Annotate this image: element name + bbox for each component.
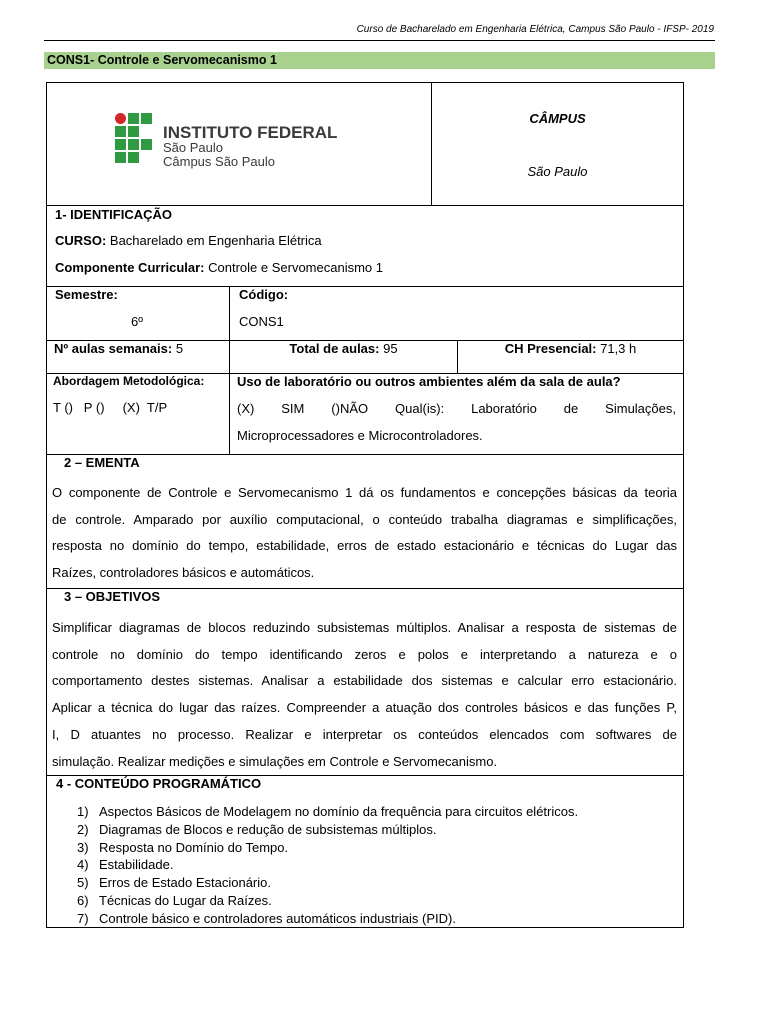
logo-cell	[47, 83, 432, 205]
conteudo-heading: 4 - CONTEÚDO PROGRAMÁTICO	[56, 776, 262, 791]
list-item-text: Estabilidade.	[99, 857, 174, 873]
logo-line1: São Paulo	[163, 140, 223, 155]
ementa-line: Raízes, controladores básicos e automáticos.	[52, 565, 315, 581]
list-item-number: 5)	[77, 875, 89, 891]
list-item-number: 1)	[77, 804, 89, 819]
laboratorio-cell	[229, 374, 683, 454]
logo-title: INSTITUTO FEDERAL	[163, 123, 338, 142]
conteudo-section	[46, 776, 684, 928]
ementa-text	[52, 480, 677, 587]
ementa-section	[46, 455, 684, 589]
list-item-number: 2)	[77, 821, 89, 837]
campus-cell	[431, 83, 683, 205]
ch-presencial-label: CH Presencial:	[504, 341, 597, 356]
ementa-line: de controle. Amparado por auxílio computacional, o conteúdo trabalha diagramas e simplificações,	[52, 511, 677, 527]
logo-square	[128, 126, 139, 137]
componente-label: Componente Curricular:	[55, 260, 205, 275]
laboratorio-label: Uso de laboratório ou outros ambientes além da sala de aula?	[237, 374, 621, 389]
logo-line2: Câmpus São Paulo	[163, 154, 276, 169]
aulas-row	[46, 341, 684, 374]
conteudo-list	[47, 803, 683, 928]
identificacao-heading: 1- IDENTIFICAÇÃO	[55, 207, 172, 222]
abordagem-value: T () P () (X) T/P	[53, 400, 168, 415]
logo-square	[115, 139, 126, 150]
laboratorio-line1: (X) SIM ()NÃO Qual(is): Laboratório de Simulações,	[237, 401, 676, 416]
aulas-semanais	[54, 341, 183, 356]
list-item	[47, 892, 683, 910]
semestre-codigo-row	[46, 287, 684, 341]
semestre-label: Semestre:	[55, 287, 118, 302]
ch-presencial-value: 71,3 h	[596, 341, 637, 356]
laboratorio-line2: Microprocessadores e Microcontroladores.	[237, 428, 483, 443]
curso-line	[55, 233, 322, 248]
semestre-value: 6º	[131, 314, 143, 329]
list-item-text: Erros de Estado Estacionário.	[99, 875, 271, 891]
logo-square	[128, 139, 139, 150]
aulas-semanais-value: 5	[172, 341, 184, 356]
list-item	[47, 839, 683, 857]
page-header: Curso de Bacharelado em Engenharia Elétrica, Campus São Paulo - IFSP- 2019	[356, 24, 714, 35]
logo-square	[128, 152, 139, 163]
logo-square	[128, 113, 139, 124]
list-item-text: Controle básico e controladores automáticos industriais (PID).	[99, 910, 456, 926]
ch-presencial	[458, 341, 683, 356]
objetivos-line: Aplicar a técnica do lugar das raízes. Compreender a atuação dos controles básicos e das funções P,	[52, 700, 677, 716]
total-aulas-value: 95	[379, 341, 398, 356]
curso-value: Bacharelado em Engenharia Elétrica	[106, 233, 322, 248]
course-band: CONS1- Controle e Servomecanismo 1	[44, 52, 715, 69]
codigo-value: CONS1	[239, 314, 284, 329]
total-aulas	[230, 341, 457, 356]
list-item-number: 4)	[77, 857, 89, 873]
objetivos-text	[52, 615, 677, 775]
objetivos-heading: 3 – OBJETIVOS	[64, 589, 161, 604]
semestre-cell	[47, 287, 230, 340]
list-item-text: Resposta no Domínio do Tempo.	[99, 839, 289, 855]
list-item-number: 6)	[77, 892, 89, 908]
list-item-text: Técnicas do Lugar da Raízes.	[99, 892, 272, 908]
list-item	[47, 910, 683, 928]
aulas-semanais-cell	[47, 341, 230, 373]
codigo-label: Código:	[239, 287, 289, 302]
list-item-number: 7)	[77, 910, 89, 926]
abordagem-row	[46, 374, 684, 455]
objetivos-line: controle no domínio do tempo identificando zeros e polos e interpretando a natureza e o	[52, 646, 677, 662]
logo-square	[115, 152, 126, 163]
total-aulas-cell	[229, 341, 457, 373]
list-item-text: Diagramas de Blocos e redução de subsistemas múltiplos.	[99, 821, 437, 837]
objetivos-line: I, D atuantes no processo. Realizar e interpretar os conteúdos elencados com softwares de	[52, 726, 677, 742]
logo-subtitle	[163, 141, 275, 169]
campus-label: CÂMPUS	[529, 111, 586, 126]
total-aulas-label: Total de aulas:	[289, 341, 380, 356]
componente-line	[55, 260, 383, 275]
componente-value: Controle e Servomecanismo 1	[204, 260, 383, 275]
ementa-line: resposta no domínio do tempo, estabilidade, erros de estado estacionário e técnicas do Lugar das	[52, 538, 677, 554]
ch-presencial-cell	[457, 341, 683, 373]
list-item	[47, 856, 683, 874]
objetivos-line: simulação. Realizar medições e simulações em Controle e Servomecanismo.	[52, 753, 498, 769]
list-item-text: Aspectos Básicos de Modelagem no domínio da frequência para circuitos elétricos.	[99, 804, 579, 819]
list-item-number: 3)	[77, 839, 89, 855]
identificacao-section	[46, 206, 684, 287]
logo-campus-row	[46, 82, 684, 206]
logo-square	[115, 126, 126, 137]
logo-red-dot	[115, 113, 126, 124]
campus-value: São Paulo	[527, 164, 588, 179]
objetivos-line: comportamento destes sistemas. Analisar a estabilidade dos sistemas e calcular erro estacionário.	[52, 673, 677, 689]
logo-square	[141, 113, 152, 124]
codigo-cell	[229, 287, 683, 340]
aulas-semanais-label: Nº aulas semanais:	[54, 341, 173, 356]
list-item	[47, 821, 683, 839]
curso-label: CURSO:	[55, 233, 107, 248]
logo-square	[141, 139, 152, 150]
objetivos-line: Simplificar diagramas de blocos reduzindo subsistemas múltiplos. Analisar a resposta de sistemas de	[52, 620, 677, 635]
abordagem-cell	[47, 374, 230, 454]
abordagem-label: Abordagem Metodológica:	[53, 374, 205, 388]
objetivos-section	[46, 589, 684, 776]
list-item	[47, 803, 683, 821]
ementa-line: O componente de Controle e Servomecanismo 1 dá os fundamentos e concepções básicas da teoria	[52, 485, 677, 500]
ementa-heading: 2 – EMENTA	[64, 455, 140, 470]
header-rule	[44, 40, 715, 41]
list-item	[47, 874, 683, 892]
